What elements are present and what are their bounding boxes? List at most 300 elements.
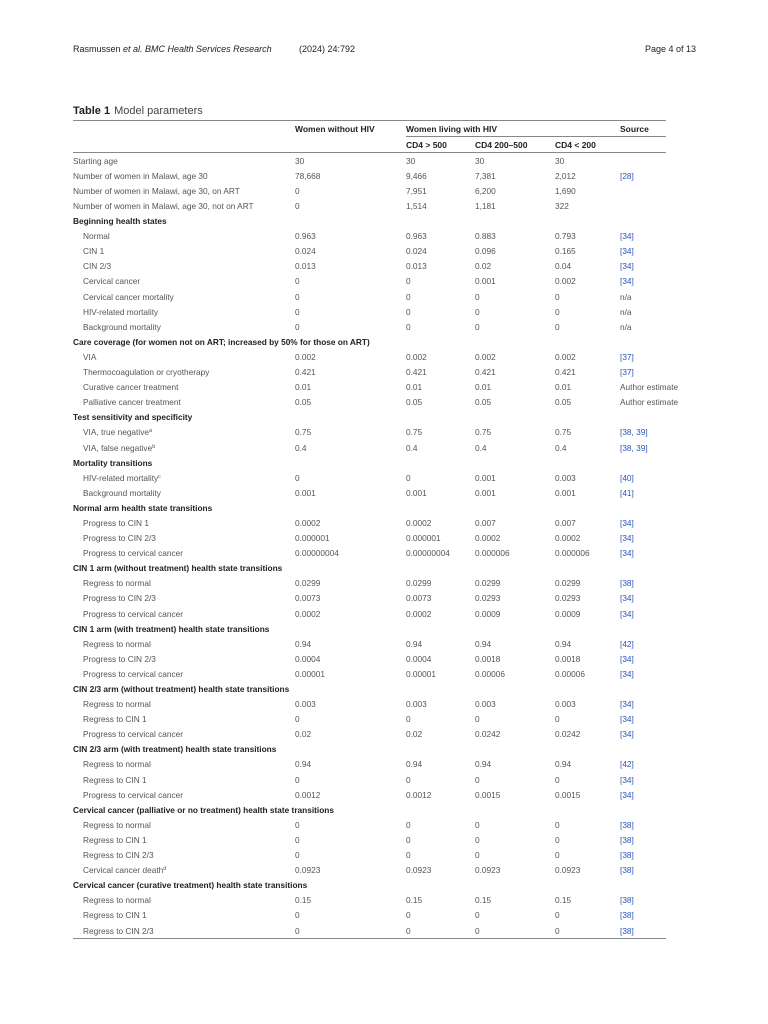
value-cell: 0 [295,819,300,830]
row-label-text: Progress to cervical cancer [83,548,184,559]
reference-link[interactable]: [34] [620,699,634,710]
table-row [73,380,666,395]
reference-link[interactable]: [34] [620,593,634,604]
row-label-text: Starting age [73,155,118,166]
row-label [73,697,295,712]
value-cell: 0.003 [475,699,496,710]
value-cell: 9,466 [406,170,427,181]
section-header-row [73,500,666,515]
value-cell: 0.165 [555,246,576,257]
section-header-row [73,621,666,636]
table-title: Model parameters [114,105,203,117]
section-header-row [73,742,666,757]
reference-link[interactable]: [42] [620,638,634,649]
table-row [73,757,666,772]
value-cell: 7,381 [475,170,496,181]
table-row [73,817,666,832]
col-header-cd4-gt500: CD4 > 500 [406,137,475,153]
value-cell: 0 [475,774,480,785]
value-cell: 0.793 [555,231,576,242]
row-label [73,425,295,440]
source-cell [620,198,666,213]
row-label [73,183,295,198]
row-label-text: Cervical cancer mortality [83,291,174,302]
value-cell: 0 [475,714,480,725]
row-label-text: Progress to CIN 2/3 [83,653,156,664]
reference-link[interactable]: [34] [620,668,634,679]
value-cell: 0.94 [555,638,572,649]
table-row [73,183,666,198]
reference-link[interactable]: [34] [620,608,634,619]
value-cell: 0.15 [555,895,572,906]
row-label-text: Number of women in Malawi, age 30, on ART [73,185,240,196]
value-cell: 0.94 [475,638,492,649]
value-cell: 0.01 [295,382,312,393]
table-row [73,229,666,244]
table-row [73,395,666,410]
table-row [73,591,666,606]
reference-link[interactable]: [34] [620,533,634,544]
value-cell: 0.02 [295,729,312,740]
value-cell: 0.883 [475,231,496,242]
reference-link[interactable]: [41] [620,487,634,498]
table-row [73,515,666,530]
value-cell: 6,200 [475,185,496,196]
row-label-text: Background mortality [83,321,161,332]
value-cell: 0.0004 [406,653,432,664]
value-cell: 0.002 [406,351,427,362]
reference-link[interactable]: [38] [620,923,666,939]
reference-link[interactable]: [34] [620,548,634,559]
section-title: Care coverage (for women not on ART; increased by 50% for those on ART) [73,336,370,347]
table-row [73,666,666,681]
footnote-marker: b [152,443,156,450]
value-cell: 0 [555,923,620,939]
value-cell: 0 [555,910,560,921]
value-cell: 0.003 [295,699,316,710]
reference-link[interactable]: [38] [620,895,634,906]
section-header-row [73,561,666,576]
value-cell: 0.05 [406,397,423,408]
value-cell: 0.15 [406,895,423,906]
reference-link[interactable]: [38] [620,850,634,861]
value-cell: 0.05 [295,397,312,408]
value-cell: 0.05 [555,397,572,408]
row-label [73,395,295,410]
table-row [73,651,666,666]
row-label [73,470,295,485]
value-cell: 0.421 [406,367,427,378]
value-cell: 0.001 [555,487,576,498]
value-cell: 0.75 [475,427,492,438]
value-cell: 0.963 [295,231,316,242]
value-cell: 0.003 [406,699,427,710]
reference-link[interactable]: [37] [620,367,634,378]
value-cell: 0 [555,321,560,332]
value-cell: 0.00000004 [295,548,339,559]
row-label [73,515,295,530]
value-cell: 0.001 [475,487,496,498]
value-cell: 0.000001 [295,533,330,544]
reference-link[interactable]: [38] [620,910,634,921]
value-cell: 0.096 [475,246,496,257]
value-cell: 0 [406,850,411,861]
row-label-text: Regress to CIN 2/3 [83,925,154,936]
value-cell: 0 [406,472,411,483]
value-cell: 0 [555,834,560,845]
row-label [73,787,295,802]
row-label [73,863,295,878]
table-row [73,168,666,183]
col-header-cd4-200-500: CD4 200–500 [475,137,555,153]
value-cell: 0 [475,923,555,939]
header-blank [73,121,295,137]
value-cell: 0.0242 [555,729,581,740]
row-label-text: Background mortality [83,487,161,498]
row-label-text: Normal [83,231,110,242]
col-header-women-without-hiv: Women without HIV [295,121,406,137]
row-label-text: Regress to normal [83,759,151,770]
section-header-row [73,410,666,425]
reference-link[interactable]: [38, 39] [620,427,648,438]
journal-name: et al. BMC Health Services Research [123,44,272,54]
reference-link[interactable]: [34] [620,714,634,725]
value-cell: 0 [295,291,300,302]
col-header-source: Source [620,121,666,137]
row-label [73,651,295,666]
table-row [73,531,666,546]
section-header-row [73,334,666,349]
row-label-text: Regress to CIN 1 [83,910,147,921]
value-cell: 0.000006 [555,548,590,559]
table-row [73,893,666,908]
reference-link[interactable]: [28] [620,170,634,181]
value-cell: 0 [406,819,411,830]
value-cell: 0 [295,321,300,332]
value-cell: 0.007 [475,517,496,528]
row-label-text: Cervical cancer [83,276,141,287]
row-label [73,636,295,651]
row-label [73,576,295,591]
value-cell: 0.15 [475,895,492,906]
table-row [73,425,666,440]
row-label [73,772,295,787]
source-cell: Author estimate [620,397,679,408]
value-cell: 0.0073 [406,593,432,604]
row-label-text: Progress to CIN 2/3 [83,533,156,544]
value-cell: 0.94 [406,759,423,770]
value-cell: 0 [406,714,411,725]
value-cell: 0.01 [475,382,492,393]
value-cell: 0.4 [406,442,418,453]
value-cell: 1,690 [555,185,576,196]
row-label-text: Progress to CIN 2/3 [83,593,156,604]
source-cell: n/a [620,321,632,332]
reference-link[interactable]: [34] [620,517,634,528]
value-cell: 0.94 [295,759,312,770]
value-cell: 0 [295,923,406,939]
value-cell: 0.4 [295,442,307,453]
value-cell: 30 [475,155,485,166]
reference-link[interactable]: [34] [620,261,634,272]
value-cell: 0 [406,834,411,845]
reference-link[interactable]: [42] [620,759,634,770]
footnote-marker: a [148,428,153,435]
table-row [73,304,666,319]
reference-link[interactable]: [38] [620,578,634,589]
row-label-text: Number of women in Malawi, age 30, not on ART [73,201,254,212]
value-cell: 1,181 [475,201,496,212]
row-label-text: Progress to cervical cancer [83,729,184,740]
value-cell: 0.001 [475,472,496,483]
row-label [73,319,295,334]
table-body [73,153,679,939]
row-label [73,727,295,742]
value-cell: 0 [475,321,480,332]
row-label-text: HIV-related mortality [83,472,159,483]
value-cell: 0.02 [475,261,492,272]
value-cell: 0.00000004 [406,548,450,559]
table-caption [73,105,203,117]
row-label [73,712,295,727]
value-cell: 78,668 [295,170,321,181]
table-row [73,923,666,939]
section-header-row [73,802,666,817]
table-row [73,319,666,334]
value-cell: 0.000001 [406,533,441,544]
value-cell: 0.001 [406,487,427,498]
row-label-text: Regress to normal [83,578,151,589]
section-header-row [73,455,666,470]
value-cell: 0.0004 [295,653,321,664]
value-cell: 0.4 [555,442,567,453]
value-cell: 0 [295,834,300,845]
table-label: Table 1 [73,105,111,117]
table-row [73,153,666,169]
value-cell: 0.75 [295,427,312,438]
table-row [73,244,666,259]
row-label [73,531,295,546]
row-label [73,349,295,364]
value-cell: 0.0923 [555,865,581,876]
value-cell: 0.04 [555,261,572,272]
reference-link[interactable]: [38] [620,834,634,845]
section-title: CIN 1 arm (with treatment) health state transitions [73,623,270,634]
row-label-text: Progress to cervical cancer [83,789,184,800]
row-label-text: VIA [83,351,97,362]
table-subheader-row [73,137,666,153]
value-cell: 0.0293 [475,593,501,604]
value-cell: 0.15 [295,895,312,906]
section-header-row [73,878,666,893]
row-label-text: Regress to normal [83,638,151,649]
reference-link[interactable]: [34] [620,653,634,664]
value-cell: 1,514 [406,201,427,212]
reference-link[interactable]: [34] [620,774,634,785]
value-cell: 0.0002 [295,517,321,528]
value-cell: 0 [406,774,411,785]
value-cell: 0 [555,850,560,861]
row-label [73,259,295,274]
table-row [73,440,666,455]
value-cell: 0.01 [406,382,423,393]
table-row [73,727,666,742]
row-label-text: Curative cancer treatment [83,382,179,393]
row-label [73,244,295,259]
value-cell: 0.0923 [475,865,501,876]
row-label [73,380,295,395]
value-cell: 0.0073 [295,593,321,604]
value-cell: 0 [475,834,480,845]
table-row [73,772,666,787]
col-header-women-with-hiv: Women living with HIV [406,121,620,137]
table-row [73,349,666,364]
row-label-text: Progress to CIN 1 [83,517,149,528]
value-cell: 0 [295,774,300,785]
section-title: Test sensitivity and specificity [73,412,193,423]
reference-link[interactable]: [34] [620,231,634,242]
reference-link[interactable]: [40] [620,472,634,483]
row-label [73,289,295,304]
row-label [73,817,295,832]
value-cell: 0.94 [295,638,312,649]
table-row [73,365,666,380]
value-cell: 0 [555,714,560,725]
source-cell [620,153,666,169]
value-cell: 0 [295,910,300,921]
reference-link[interactable]: [37] [620,351,634,362]
value-cell: 0 [475,291,480,302]
value-cell: 0.01 [555,382,572,393]
table-row [73,470,666,485]
value-cell: 0.0299 [406,578,432,589]
value-cell: 0 [295,185,300,196]
row-label [73,606,295,621]
value-cell: 0.02 [406,729,423,740]
value-cell: 0 [406,321,411,332]
row-label [73,153,295,169]
row-label [73,440,295,455]
value-cell: 0.0012 [295,789,321,800]
reference-link[interactable]: [34] [620,246,634,257]
table-row [73,546,666,561]
value-cell: 0.002 [555,276,576,287]
value-cell: 0.00006 [555,668,585,679]
value-cell: 0.002 [555,351,576,362]
value-cell: 0.05 [475,397,492,408]
value-cell: 0.002 [295,351,316,362]
section-title: CIN 1 arm (without treatment) health state transitions [73,563,283,574]
value-cell: 0 [295,472,300,483]
table-row [73,712,666,727]
value-cell: 0.00006 [475,668,505,679]
section-title: Mortality transitions [73,457,153,468]
value-cell: 0.00001 [406,668,436,679]
value-cell: 0.0018 [555,653,581,664]
value-cell: 0.94 [406,638,423,649]
source-cell [620,183,666,198]
table-row [73,606,666,621]
value-cell: 0.003 [555,472,576,483]
page-number: Page 4 of 13 [644,44,696,54]
row-label-text: Cervical cancer death [83,865,164,876]
row-label-text: Regress to CIN 1 [83,714,147,725]
row-label [73,757,295,772]
source-cell: n/a [620,306,632,317]
value-cell: 0.024 [406,246,427,257]
value-cell: 0.0018 [475,653,501,664]
row-label-text: Regress to CIN 2/3 [83,850,154,861]
value-cell: 0.013 [406,261,427,272]
row-label-text: VIA, false negative [83,442,153,453]
row-label-text: Thermocoagulation or cryotherapy [83,367,210,378]
row-label [73,365,295,380]
value-cell: 0.024 [295,246,316,257]
model-parameters-table [73,120,679,939]
value-cell: 0 [555,774,560,785]
row-label-text: Progress to cervical cancer [83,608,184,619]
value-cell: 0.0002 [555,533,581,544]
value-cell: 0.0009 [555,608,581,619]
row-label-text: Regress to CIN 1 [83,834,147,845]
value-cell: 0.0012 [406,789,432,800]
value-cell: 7,951 [406,185,427,196]
reference-link[interactable]: [38] [620,819,634,830]
value-cell: 0.0009 [475,608,501,619]
value-cell: 0 [295,201,300,212]
row-label-text: Progress to cervical cancer [83,668,184,679]
value-cell: 0.0299 [555,578,581,589]
value-cell: 0.0002 [475,533,501,544]
value-cell: 322 [555,201,569,212]
value-cell: 0.421 [295,367,316,378]
value-cell: 2,012 [555,170,576,181]
reference-link[interactable]: [38, 39] [620,442,648,453]
row-label-text: VIA, true negative [83,427,149,438]
row-label [73,198,295,213]
value-cell: 0 [406,291,411,302]
value-cell: 0.963 [406,231,427,242]
value-cell: 0.007 [555,517,576,528]
reference-link[interactable]: [38] [620,865,634,876]
source-cell: n/a [620,291,632,302]
value-cell: 0.0299 [295,578,321,589]
table-row [73,697,666,712]
section-title: CIN 2/3 arm (with treatment) health state transitions [73,744,277,755]
value-cell: 0.4 [475,442,487,453]
value-cell: 0.0242 [475,729,501,740]
reference-link[interactable]: [34] [620,789,634,800]
row-label [73,923,295,939]
table-row [73,848,666,863]
reference-link[interactable]: [34] [620,729,634,740]
value-cell: 0 [555,819,560,830]
value-cell: 30 [406,155,416,166]
value-cell: 0.75 [555,427,572,438]
value-cell: 0 [295,276,300,287]
row-label [73,546,295,561]
value-cell: 0 [295,306,300,317]
row-label [73,485,295,500]
volume-citation: (2024) 24:792 [299,44,356,54]
reference-link[interactable]: [34] [620,276,634,287]
table-row [73,787,666,802]
value-cell: 0.00001 [295,668,325,679]
row-label-text: Regress to CIN 1 [83,774,147,785]
value-cell: 0.75 [406,427,423,438]
value-cell: 0 [406,923,475,939]
row-label [73,229,295,244]
